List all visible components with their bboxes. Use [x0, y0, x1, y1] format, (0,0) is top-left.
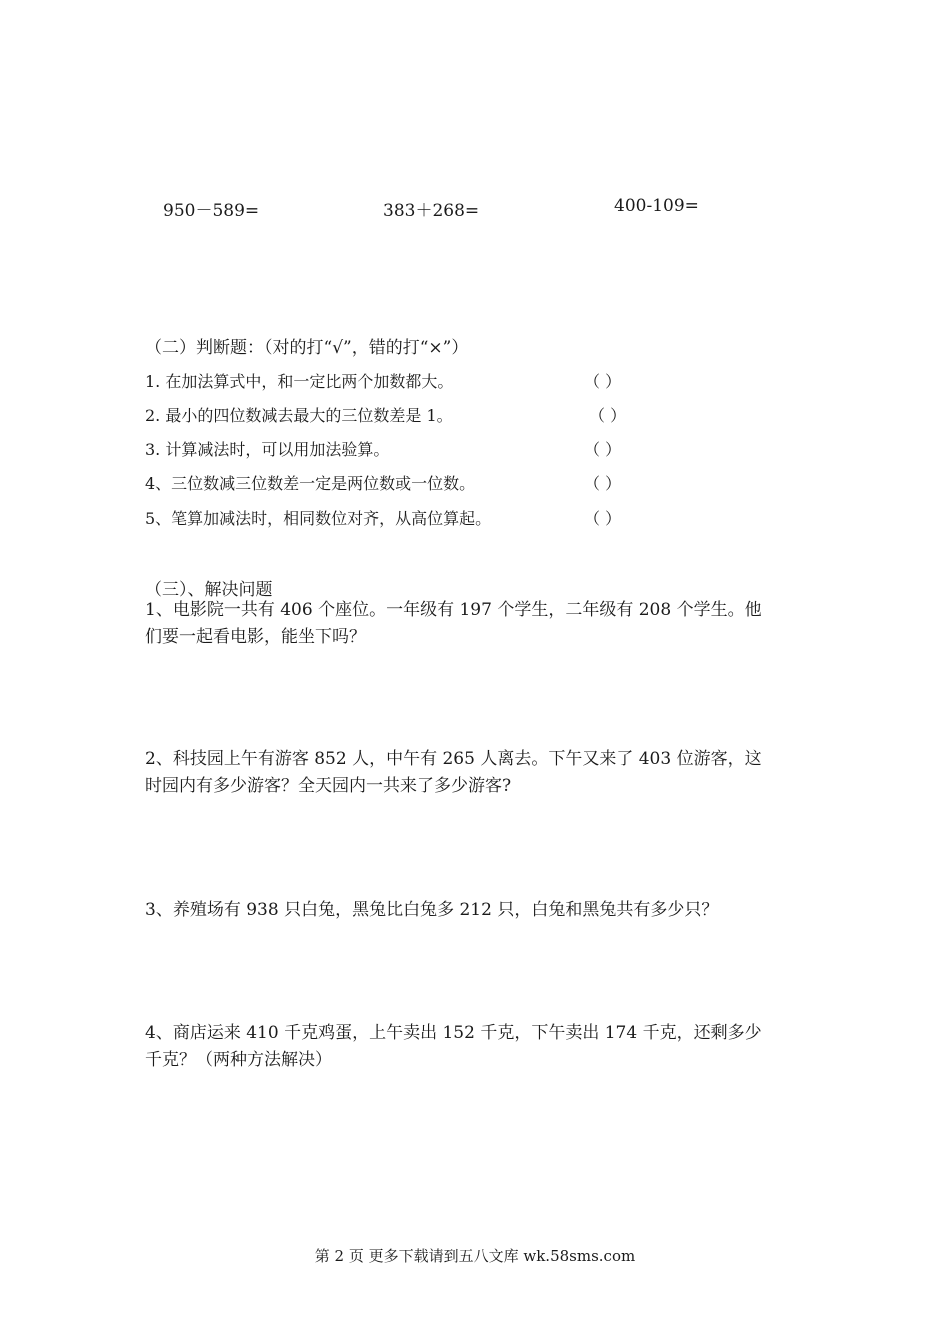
calc-1: 950－589=	[163, 201, 260, 221]
judgment-item-5: 5、笔算加减法时，相同数位对齐，从高位算起。	[145, 509, 492, 528]
answer-paren-1[interactable]: （ ）	[584, 372, 622, 391]
judgment-heading: （二）判断题：（对的打“√”，错的打“×”）	[145, 338, 469, 358]
problem-1: 1、电影院一共有 406 个座位。一年级有 197 个学生，二年级有 208 个学生。他们要一起看电影，能坐下吗？	[145, 600, 762, 647]
problem-4: 4、商店运来 410 千克鸡蛋，上午卖出 152 千克，下午卖出 174 千克，还剩多少千克？（两种方法解决）	[145, 1023, 762, 1070]
answer-paren-5[interactable]: （ ）	[584, 509, 622, 528]
problem-2: 2、科技园上午有游客 852 人，中午有 265 人离去。下午又来了 403 位游客，这时园内有多少游客？全天园内一共来了多少游客?	[145, 749, 762, 796]
solve-heading: （三）、解决问题	[145, 580, 273, 600]
page-footer: 第 2 页 更多下载请到五八文库 wk.58sms.com	[314, 1247, 636, 1265]
answer-paren-2[interactable]: （ ）	[589, 406, 627, 425]
judgment-item-4: 4、三位数减三位数差一定是两位数或一位数。	[145, 474, 476, 493]
problem-3: 3、养殖场有 938 只白兔，黑兔比白兔多 212 只，白兔和黑兔共有多少只？	[145, 900, 719, 920]
judgment-item-3: 3. 计算减法时，可以用加法验算。	[145, 440, 390, 459]
judgment-item-1: 1. 在加法算式中，和一定比两个加数都大。	[145, 372, 454, 391]
calc-3: 400-109=	[614, 196, 699, 216]
answer-paren-4[interactable]: （ ）	[584, 474, 622, 493]
calc-2: 383＋268=	[383, 201, 480, 221]
judgment-item-2: 2. 最小的四位数减去最大的三位数差是 1。	[145, 406, 453, 425]
answer-paren-3[interactable]: （ ）	[584, 440, 622, 459]
